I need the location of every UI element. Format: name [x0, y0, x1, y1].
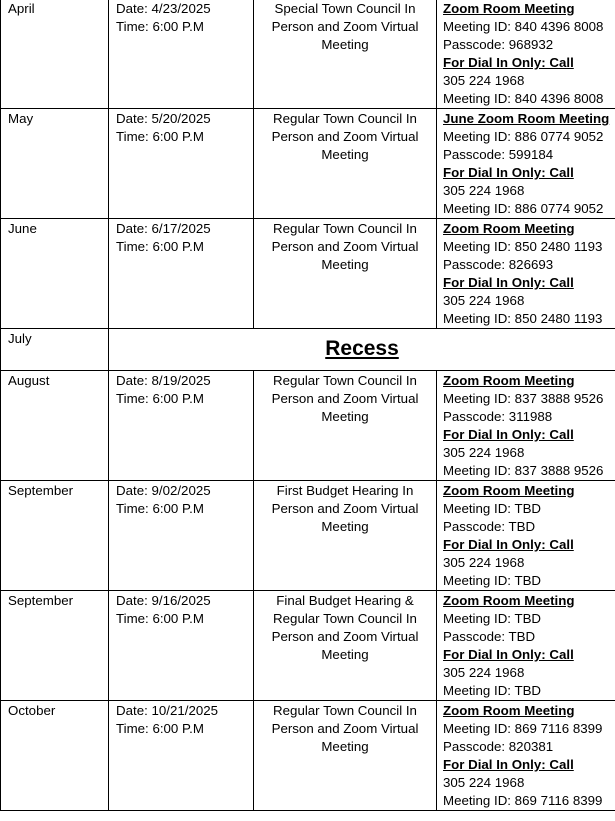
dial-in-title: For Dial In Only: Call — [443, 537, 574, 552]
dial-in-meeting-id: Meeting ID: TBD — [443, 573, 542, 588]
dial-in-meeting-id: Meeting ID: 869 7116 8399 — [443, 793, 603, 808]
month-label: July — [8, 331, 32, 346]
meeting-description-line: Person and Zoom Virtual — [271, 501, 419, 516]
meeting-description-line: Regular Town Council In — [273, 611, 417, 626]
zoom-meeting-id: Meeting ID: TBD — [443, 611, 542, 626]
meeting-description-line: Special Town Council In — [274, 1, 416, 16]
month-label: September — [8, 483, 74, 498]
zoom-info-cell — [437, 481, 615, 591]
meeting-row — [1, 591, 615, 701]
zoom-info-cell — [437, 371, 615, 481]
month-label: September — [8, 593, 74, 608]
meeting-date: Date: 4/23/2025 — [116, 1, 211, 16]
meeting-description-cell — [254, 481, 437, 591]
month-label: August — [8, 373, 50, 388]
zoom-meeting-id: Meeting ID: TBD — [443, 501, 542, 516]
month-cell — [1, 371, 109, 481]
dial-in-meeting-id: Meeting ID: 850 2480 1193 — [443, 311, 603, 326]
meeting-description-line: Person and Zoom Virtual — [271, 19, 419, 34]
zoom-room-title: June Zoom Room Meeting — [443, 111, 610, 126]
date-time-cell — [109, 219, 254, 329]
meeting-time: Time: 6:00 P.M — [116, 391, 204, 406]
zoom-info-cell — [437, 591, 615, 701]
zoom-passcode: Passcode: 826693 — [443, 257, 554, 272]
meeting-time: Time: 6:00 P.M — [116, 721, 204, 736]
meeting-row — [1, 0, 615, 109]
meeting-description-cell — [254, 0, 437, 109]
meeting-description-line: Meeting — [321, 647, 369, 662]
dial-in-title: For Dial In Only: Call — [443, 647, 574, 662]
month-cell — [1, 109, 109, 219]
zoom-passcode: Passcode: 311988 — [443, 409, 553, 424]
meeting-description-line: Meeting — [321, 519, 369, 534]
meeting-description-line: Meeting — [321, 37, 369, 52]
date-time-cell — [109, 109, 254, 219]
zoom-passcode: Passcode: 968932 — [443, 37, 554, 52]
meeting-date: Date: 8/19/2025 — [116, 373, 211, 388]
meeting-description-line: Final Budget Hearing & — [276, 593, 414, 608]
meeting-time: Time: 6:00 P.M — [116, 501, 204, 516]
dial-in-phone: 305 224 1968 — [443, 293, 525, 308]
zoom-passcode: Passcode: 820381 — [443, 739, 554, 754]
meeting-description-cell — [254, 701, 437, 811]
date-time-cell — [109, 481, 254, 591]
meeting-schedule-body — [1, 0, 615, 811]
zoom-info-cell — [437, 701, 615, 811]
zoom-room-title: Zoom Room Meeting — [443, 221, 575, 236]
zoom-meeting-id: Meeting ID: 869 7116 8399 — [443, 721, 603, 736]
meeting-description-line: Person and Zoom Virtual — [271, 629, 419, 644]
dial-in-title: For Dial In Only: Call — [443, 757, 574, 772]
zoom-info-cell — [437, 109, 615, 219]
dial-in-title: For Dial In Only: Call — [443, 55, 574, 70]
month-label: June — [8, 221, 37, 236]
zoom-meeting-id: Meeting ID: 850 2480 1193 — [443, 239, 603, 254]
meeting-description-cell — [254, 219, 437, 329]
meeting-description-line: Person and Zoom Virtual — [271, 721, 419, 736]
zoom-meeting-id: Meeting ID: 840 4396 8008 — [443, 19, 604, 34]
date-time-cell — [109, 0, 254, 109]
meeting-description-line: Person and Zoom Virtual — [271, 239, 419, 254]
recess-cell — [109, 329, 615, 371]
dial-in-title: For Dial In Only: Call — [443, 427, 574, 442]
meeting-description-line: Meeting — [321, 147, 369, 162]
dial-in-phone: 305 224 1968 — [443, 445, 525, 460]
month-cell — [1, 0, 109, 109]
meeting-row — [1, 219, 615, 329]
meeting-row — [1, 701, 615, 811]
month-cell — [1, 701, 109, 811]
month-label: May — [8, 111, 34, 126]
meeting-description-line: Meeting — [321, 739, 369, 754]
meeting-description-cell — [254, 371, 437, 481]
meeting-date: Date: 9/02/2025 — [116, 483, 211, 498]
dial-in-meeting-id: Meeting ID: 837 3888 9526 — [443, 463, 604, 478]
dial-in-title: For Dial In Only: Call — [443, 275, 574, 290]
zoom-passcode: Passcode: TBD — [443, 629, 536, 644]
meeting-description-line: Meeting — [321, 409, 369, 424]
dial-in-phone: 305 224 1968 — [443, 775, 525, 790]
dial-in-phone: 305 224 1968 — [443, 73, 525, 88]
date-time-cell — [109, 591, 254, 701]
meeting-description-line: Regular Town Council In — [273, 221, 417, 236]
meeting-date: Date: 10/21/2025 — [116, 703, 219, 718]
dial-in-meeting-id: Meeting ID: 886 0774 9052 — [443, 201, 604, 216]
meeting-description-line: Meeting — [321, 257, 369, 272]
month-cell — [1, 591, 109, 701]
meeting-time: Time: 6:00 P.M — [116, 129, 204, 144]
meeting-description-line: Regular Town Council In — [273, 703, 417, 718]
recess-label: Recess — [325, 336, 399, 360]
zoom-info-cell — [437, 0, 615, 109]
recess-row — [1, 329, 615, 371]
zoom-room-title: Zoom Room Meeting — [443, 373, 575, 388]
month-label: April — [8, 1, 35, 16]
meeting-time: Time: 6:00 P.M — [116, 19, 204, 34]
dial-in-meeting-id: Meeting ID: 840 4396 8008 — [443, 91, 604, 106]
date-time-cell — [109, 701, 254, 811]
zoom-passcode: Passcode: TBD — [443, 519, 536, 534]
zoom-room-title: Zoom Room Meeting — [443, 1, 575, 16]
meeting-description-cell — [254, 591, 437, 701]
dial-in-phone: 305 224 1968 — [443, 555, 525, 570]
dial-in-title: For Dial In Only: Call — [443, 165, 574, 180]
zoom-passcode: Passcode: 599184 — [443, 147, 554, 162]
meeting-description-line: Regular Town Council In — [273, 373, 417, 388]
zoom-meeting-id: Meeting ID: 886 0774 9052 — [443, 129, 604, 144]
zoom-room-title: Zoom Room Meeting — [443, 703, 575, 718]
meeting-date: Date: 5/20/2025 — [116, 111, 211, 126]
month-cell — [1, 219, 109, 329]
zoom-room-title: Zoom Room Meeting — [443, 483, 575, 498]
month-cell — [1, 481, 109, 591]
meeting-description-line: Regular Town Council In — [273, 111, 417, 126]
meeting-date: Date: 9/16/2025 — [116, 593, 211, 608]
meeting-row — [1, 371, 615, 481]
dial-in-phone: 305 224 1968 — [443, 665, 525, 680]
month-label: October — [8, 703, 56, 718]
meeting-description-line: Person and Zoom Virtual — [271, 391, 419, 406]
meeting-row — [1, 481, 615, 591]
month-cell — [1, 329, 109, 371]
date-time-cell — [109, 371, 254, 481]
meeting-row — [1, 109, 615, 219]
zoom-info-cell — [437, 219, 615, 329]
dial-in-meeting-id: Meeting ID: TBD — [443, 683, 542, 698]
meeting-time: Time: 6:00 P.M — [116, 611, 204, 626]
zoom-room-title: Zoom Room Meeting — [443, 593, 575, 608]
meeting-time: Time: 6:00 P.M — [116, 239, 204, 254]
dial-in-phone: 305 224 1968 — [443, 183, 525, 198]
meeting-description-line: First Budget Hearing In — [276, 483, 414, 498]
meeting-date: Date: 6/17/2025 — [116, 221, 211, 236]
zoom-meeting-id: Meeting ID: 837 3888 9526 — [443, 391, 604, 406]
meeting-description-cell — [254, 109, 437, 219]
meeting-description-line: Person and Zoom Virtual — [271, 129, 419, 144]
